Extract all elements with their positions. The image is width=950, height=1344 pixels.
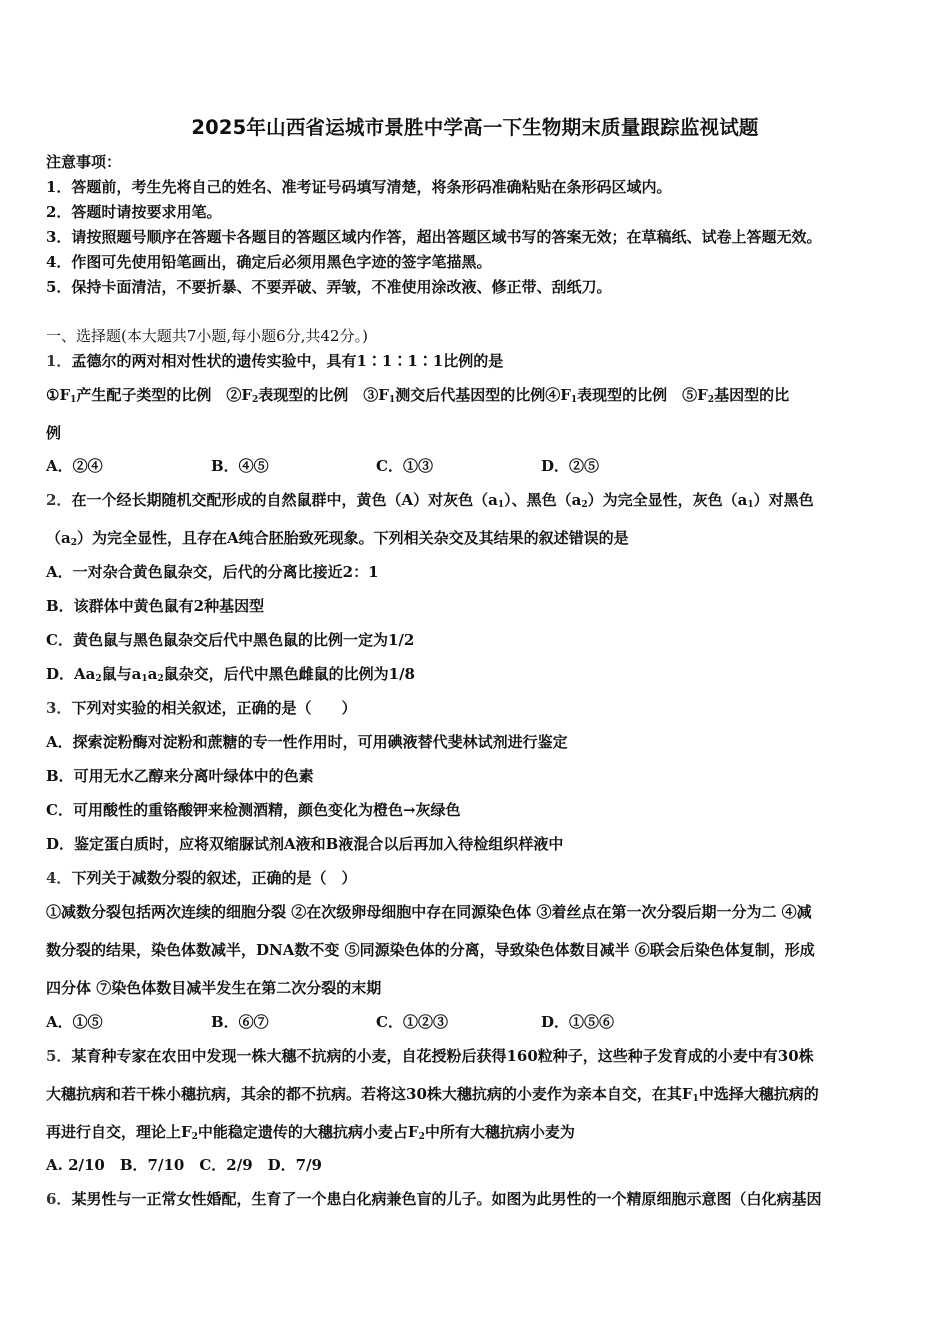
question-2-option-a[interactable]: A．一对杂合黄色鼠杂交，后代的分离比接近2：1 [46,563,379,581]
question-5-stem: 5．某育种专家在农田中发现一株大穗不抗病的小麦，自花授粉后获得160粒种子，这些种子发育成的小麦中有30株 [46,1047,814,1065]
notice-item-2: 2．答题时请按要求用笔。 [46,203,222,221]
notice-item-5: 5．保持卡面清洁，不要折暴、不要弄破、弄皱，不准使用涂改液、修正带、刮纸刀。 [46,278,612,296]
notice-heading: 注意事项： [46,153,122,171]
question-1-option-c[interactable]: C．①③ [376,457,433,475]
question-4-option-b[interactable]: B．⑥⑦ [211,1013,269,1031]
question-4-option-c[interactable]: C．①②③ [376,1013,448,1031]
section-heading: 一、选择题(本大题共7小题,每小题6分,共42分。) [46,327,368,345]
question-1-stem: 1．孟德尔的两对相对性状的遗传实验中，具有1∶1∶1∶1比例的是 [46,352,504,370]
question-4-option-a[interactable]: A．①⑤ [46,1013,103,1031]
question-1-items: $①F_1$产生配子类型的比例 $②F_2$表现型的比例 $③F_1$测交后代基因型的比例$④F_1$表现型的比例 $⑤F_2$基因型的比 [46,386,790,405]
question-2-stem-cont: $(a_2)$为完全显性，且存在A纯合胚胎致死现象。下列相关杂交及其结果的叙述错误的是 [46,529,629,548]
question-2-option-c[interactable]: C．黄色鼠与黑色鼠杂交后代中黑色鼠的比例一定为1/2 [46,631,415,649]
question-1-option-b[interactable]: B．④⑤ [211,457,269,475]
notice-item-1: 1．答题前，考生先将自己的姓名、准考证号码填写清楚，将条形码准确粘贴在条形码区域内。 [46,178,672,196]
question-3-stem: 3．下列对实验的相关叙述，正确的是（ ） [46,699,357,717]
question-5-options[interactable]: A. 2/10 B．7/10 C．2/9 D．7/9 [46,1156,322,1174]
question-1-items-cont: 例 [46,424,62,442]
question-4-option-d[interactable]: D．①⑤⑥ [541,1013,615,1031]
question-3-option-a[interactable]: A．探索淀粉酶对淀粉和蔗糖的专一性作用时，可用碘液替代斐林试剂进行鉴定 [46,733,568,751]
question-2-option-d[interactable]: D．$Aa_2$鼠与$a_1a_2$鼠杂交，后代中黑色雌鼠的比例为1/8 [46,665,415,684]
question-3-option-c[interactable]: C．可用酸性的重铬酸钾来检测酒精，颜色变化为橙色→灰绿色 [46,801,461,819]
question-5-stem-cont-2: 再进行自交，理论上$F_2$中能稳定遗传的大穗抗病小麦占$F_2$中所有大穗抗病小麦为 [46,1123,575,1142]
question-4-items-line-3: 四分体 ⑦染色体数目减半发生在第二次分裂的末期 [46,979,382,997]
question-4-stem: 4．下列关于减数分裂的叙述，正确的是（ ） [46,869,357,887]
question-1-option-a[interactable]: A．②④ [46,457,103,475]
question-2-stem: 2．在一个经长期随机交配形成的自然鼠群中，黄色（A）对灰色$(a_1)$、黑色$(a_2)$为完全显性，灰色$(a_1)$对黑色 [46,491,814,510]
question-5-stem-cont-1: 大穗抗病和若干株小穗抗病，其余的都不抗病。若将这30株大穗抗病的小麦作为亲本自交，在其$F_1$中选择大穗抗病的 [46,1085,819,1104]
question-3-option-d[interactable]: D．鉴定蛋白质时，应将双缩脲试剂A液和B液混合以后再加入待检组织样液中 [46,835,564,853]
question-4-items-line-2: 数分裂的结果，染色体数减半，DNA数不变 ⑤同源染色体的分离，导致染色体数目减半 ⑥联会后染色体复制，形成 [46,941,815,959]
question-3-option-b[interactable]: B．可用无水乙醇来分离叶绿体中的色素 [46,767,314,785]
page-title: 2025年山西省运城市景胜中学高一下生物期末质量跟踪监视试题 [191,116,759,139]
question-2-option-b[interactable]: B．该群体中黄色鼠有2种基因型 [46,597,265,615]
question-6-stem: 6．某男性与一正常女性婚配，生育了一个患白化病兼色盲的儿子。如图为此男性的一个精原细胞示意图（白化病基因 [46,1190,822,1208]
question-4-items-line-1: ①减数分裂包括两次连续的细胞分裂 ②在次级卵母细胞中存在同源染色体 ③着丝点在第一次分裂后期一分为二 ④减 [46,903,812,921]
notice-item-4: 4．作图可先使用铅笔画出，确定后必须用黑色字迹的签字笔描黑。 [46,253,492,271]
question-1-option-d[interactable]: D．②⑤ [541,457,600,475]
notice-item-3: 3．请按照题号顺序在答题卡各题目的答题区域内作答，超出答题区域书写的答案无效；在草稿纸、试卷上答题无效。 [46,228,822,246]
